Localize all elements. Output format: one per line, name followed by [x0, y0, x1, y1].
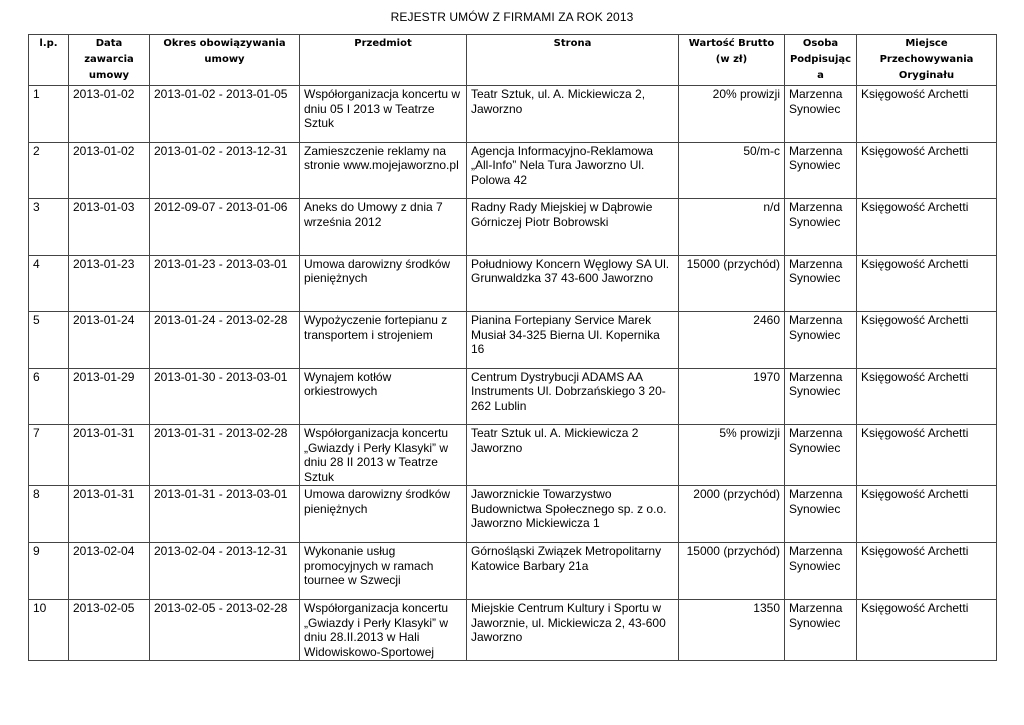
- cell-signer: Marzenna Synowiec: [785, 486, 857, 543]
- cell-value: 15000 (przychód): [679, 255, 785, 312]
- cell-value: 1350: [679, 600, 785, 661]
- cell-signer: Marzenna Synowiec: [785, 312, 857, 369]
- cell-date: 2013-02-04: [69, 543, 150, 600]
- cell-subject: Zamieszczenie reklamy na stronie www.mojejaworzno.pl: [300, 142, 467, 199]
- cell-date: 2013-02-05: [69, 600, 150, 661]
- header-row: [29, 35, 997, 86]
- cell-party: Miejskie Centrum Kultury i Sportu w Jaworznie, ul. Mickiewicza 2, 43-600 Jaworzno: [467, 600, 679, 661]
- cell-period: 2013-02-04 - 2013-12-31: [150, 543, 300, 600]
- cell-storage: Księgowość Archetti: [857, 199, 997, 256]
- cell-subject: Współorganizacja koncertu „Gwiazdy i Perły Klasyki” w dniu 28.II.2013 w Hali Widowiskowo-Sportowej: [300, 600, 467, 661]
- cell-date: 2013-01-31: [69, 486, 150, 543]
- cell-party: Radny Rady Miejskiej w Dąbrowie Górniczej Piotr Bobrowski: [467, 199, 679, 256]
- page-title: REJESTR UMÓW Z FIRMAMI ZA ROK 2013: [390, 10, 634, 24]
- table-row: [29, 86, 997, 143]
- cell-value: 15000 (przychód): [679, 543, 785, 600]
- cell-storage: Księgowość Archetti: [857, 543, 997, 600]
- cell-lp: 2: [29, 142, 69, 199]
- cell-period: 2013-01-31 - 2013-02-28: [150, 425, 300, 486]
- cell-signer: Marzenna Synowiec: [785, 600, 857, 661]
- cell-party: Teatr Sztuk, ul. A. Mickiewicza 2, Jaworzno: [467, 86, 679, 143]
- cell-lp: 6: [29, 368, 69, 425]
- table-row: [29, 312, 997, 369]
- header-party: Strona: [467, 35, 679, 86]
- cell-period: 2013-02-05 - 2013-02-28: [150, 600, 300, 661]
- cell-value: 1970: [679, 368, 785, 425]
- cell-period: 2013-01-02 - 2013-01-05: [150, 86, 300, 143]
- cell-lp: 5: [29, 312, 69, 369]
- cell-value: 50/m-c: [679, 142, 785, 199]
- contracts-register-table: [28, 34, 997, 661]
- cell-party: Jaworznickie Towarzystwo Budownictwa Społecznego sp. z o.o. Jaworzno Mickiewicza 1: [467, 486, 679, 543]
- header-lp: l.p.: [29, 35, 69, 86]
- cell-storage: Księgowość Archetti: [857, 486, 997, 543]
- cell-period: 2013-01-02 - 2013-12-31: [150, 142, 300, 199]
- cell-signer: Marzenna Synowiec: [785, 368, 857, 425]
- table-row: [29, 543, 997, 600]
- cell-date: 2013-01-23: [69, 255, 150, 312]
- header-storage: Miejsce Przechowywania Oryginału: [857, 35, 997, 86]
- cell-lp: 10: [29, 600, 69, 661]
- table-row: [29, 486, 997, 543]
- cell-signer: Marzenna Synowiec: [785, 255, 857, 312]
- cell-subject: Wypożyczenie fortepianu z transportem i strojeniem: [300, 312, 467, 369]
- cell-subject: Współorganizacja koncertu „Gwiazdy i Perły Klasyki” w dniu 28 II 2013 w Teatrze Sztuk: [300, 425, 467, 486]
- cell-value: 5% prowizji: [679, 425, 785, 486]
- cell-date: 2013-01-31: [69, 425, 150, 486]
- cell-party: Pianina Fortepiany Service Marek Musiał 34-325 Bierna Ul. Kopernika 16: [467, 312, 679, 369]
- cell-subject: Współorganizacja koncertu w dniu 05 I 2013 w Teatrze Sztuk: [300, 86, 467, 143]
- table-row: [29, 142, 997, 199]
- cell-value: n/d: [679, 199, 785, 256]
- cell-party: Górnośląski Związek Metropolitarny Katowice Barbary 21a: [467, 543, 679, 600]
- cell-date: 2013-01-02: [69, 142, 150, 199]
- table-row: [29, 368, 997, 425]
- cell-subject: Umowa darowizny środków pieniężnych: [300, 486, 467, 543]
- cell-lp: 8: [29, 486, 69, 543]
- header-value: Wartość Brutto (w zł): [679, 35, 785, 86]
- cell-date: 2013-01-29: [69, 368, 150, 425]
- cell-subject: Aneks do Umowy z dnia 7 września 2012: [300, 199, 467, 256]
- cell-period: 2013-01-23 - 2013-03-01: [150, 255, 300, 312]
- header-subject: Przedmiot: [300, 35, 467, 86]
- table-row: [29, 199, 997, 256]
- cell-party: Agencja Informacyjno-Reklamowa „All-Info” Nela Tura Jaworzno Ul. Polowa 42: [467, 142, 679, 199]
- header-period: Okres obowiązywania umowy: [150, 35, 300, 86]
- cell-lp: 4: [29, 255, 69, 312]
- cell-date: 2013-01-24: [69, 312, 150, 369]
- cell-value: 2460: [679, 312, 785, 369]
- cell-period: 2012-09-07 - 2013-01-06: [150, 199, 300, 256]
- table-row: [29, 255, 997, 312]
- cell-signer: Marzenna Synowiec: [785, 199, 857, 256]
- cell-storage: Księgowość Archetti: [857, 312, 997, 369]
- cell-lp: 1: [29, 86, 69, 143]
- cell-value: 20% prowizji: [679, 86, 785, 143]
- cell-lp: 9: [29, 543, 69, 600]
- cell-period: 2013-01-30 - 2013-03-01: [150, 368, 300, 425]
- cell-signer: Marzenna Synowiec: [785, 86, 857, 143]
- cell-subject: Wykonanie usług promocyjnych w ramach tournee w Szwecji: [300, 543, 467, 600]
- cell-storage: Księgowość Archetti: [857, 255, 997, 312]
- cell-party: Centrum Dystrybucji ADAMS AA Instruments Ul. Dobrzańskiego 3 20-262 Lublin: [467, 368, 679, 425]
- table-row: [29, 600, 997, 661]
- table-row: [29, 425, 997, 486]
- cell-signer: Marzenna Synowiec: [785, 142, 857, 199]
- cell-storage: Księgowość Archetti: [857, 142, 997, 199]
- header-signer: Osoba Podpisująca: [785, 35, 857, 86]
- cell-signer: Marzenna Synowiec: [785, 543, 857, 600]
- cell-storage: Księgowość Archetti: [857, 600, 997, 661]
- cell-subject: Wynajem kotłów orkiestrowych: [300, 368, 467, 425]
- cell-period: 2013-01-24 - 2013-02-28: [150, 312, 300, 369]
- cell-signer: Marzenna Synowiec: [785, 425, 857, 486]
- cell-lp: 7: [29, 425, 69, 486]
- cell-subject: Umowa darowizny środków pieniężnych: [300, 255, 467, 312]
- cell-period: 2013-01-31 - 2013-03-01: [150, 486, 300, 543]
- cell-party: Teatr Sztuk ul. A. Mickiewicza 2 Jaworzno: [467, 425, 679, 486]
- cell-date: 2013-01-03: [69, 199, 150, 256]
- cell-value: 2000 (przychód): [679, 486, 785, 543]
- cell-lp: 3: [29, 199, 69, 256]
- cell-storage: Księgowość Archetti: [857, 368, 997, 425]
- cell-storage: Księgowość Archetti: [857, 425, 997, 486]
- cell-date: 2013-01-02: [69, 86, 150, 143]
- cell-party: Południowy Koncern Węglowy SA Ul. Grunwaldzka 37 43-600 Jaworzno: [467, 255, 679, 312]
- header-date: Data zawarcia umowy: [69, 35, 150, 86]
- cell-storage: Księgowość Archetti: [857, 86, 997, 143]
